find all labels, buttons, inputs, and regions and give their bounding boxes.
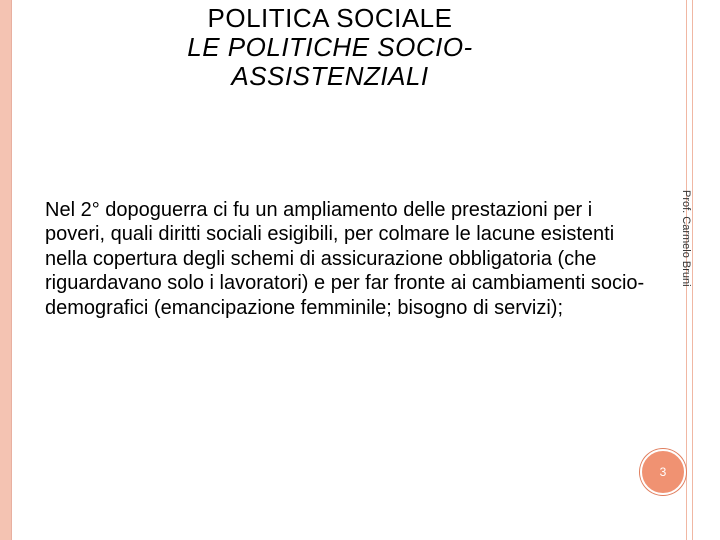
page-number: 3 [659,465,667,479]
author-label: Prof. Carmelo Bruni [680,190,692,287]
title-line-2: LE POLITICHE SOCIO- [187,32,473,62]
author-credit [676,190,696,300]
left-decorative-border [0,0,12,540]
slide-body-text: Nel 2° dopoguerra ci fu un ampliamento delle prestazioni per i poveri, quali diritti sociali esigibili, per colmare le lacune esistenti nella copertura degli schemi di assicurazione obbligatoria (che riguardavano solo i lavoratori) e per far fronte ai cambiamenti socio-demografici (emancipazione femminile; bisogno di servizi); [45,199,645,319]
title-line-1: POLITICA SOCIALE [207,3,453,33]
page-number-badge [640,449,686,495]
slide-title [100,4,560,91]
title-line-3: ASSISTENZIALI [231,61,429,91]
